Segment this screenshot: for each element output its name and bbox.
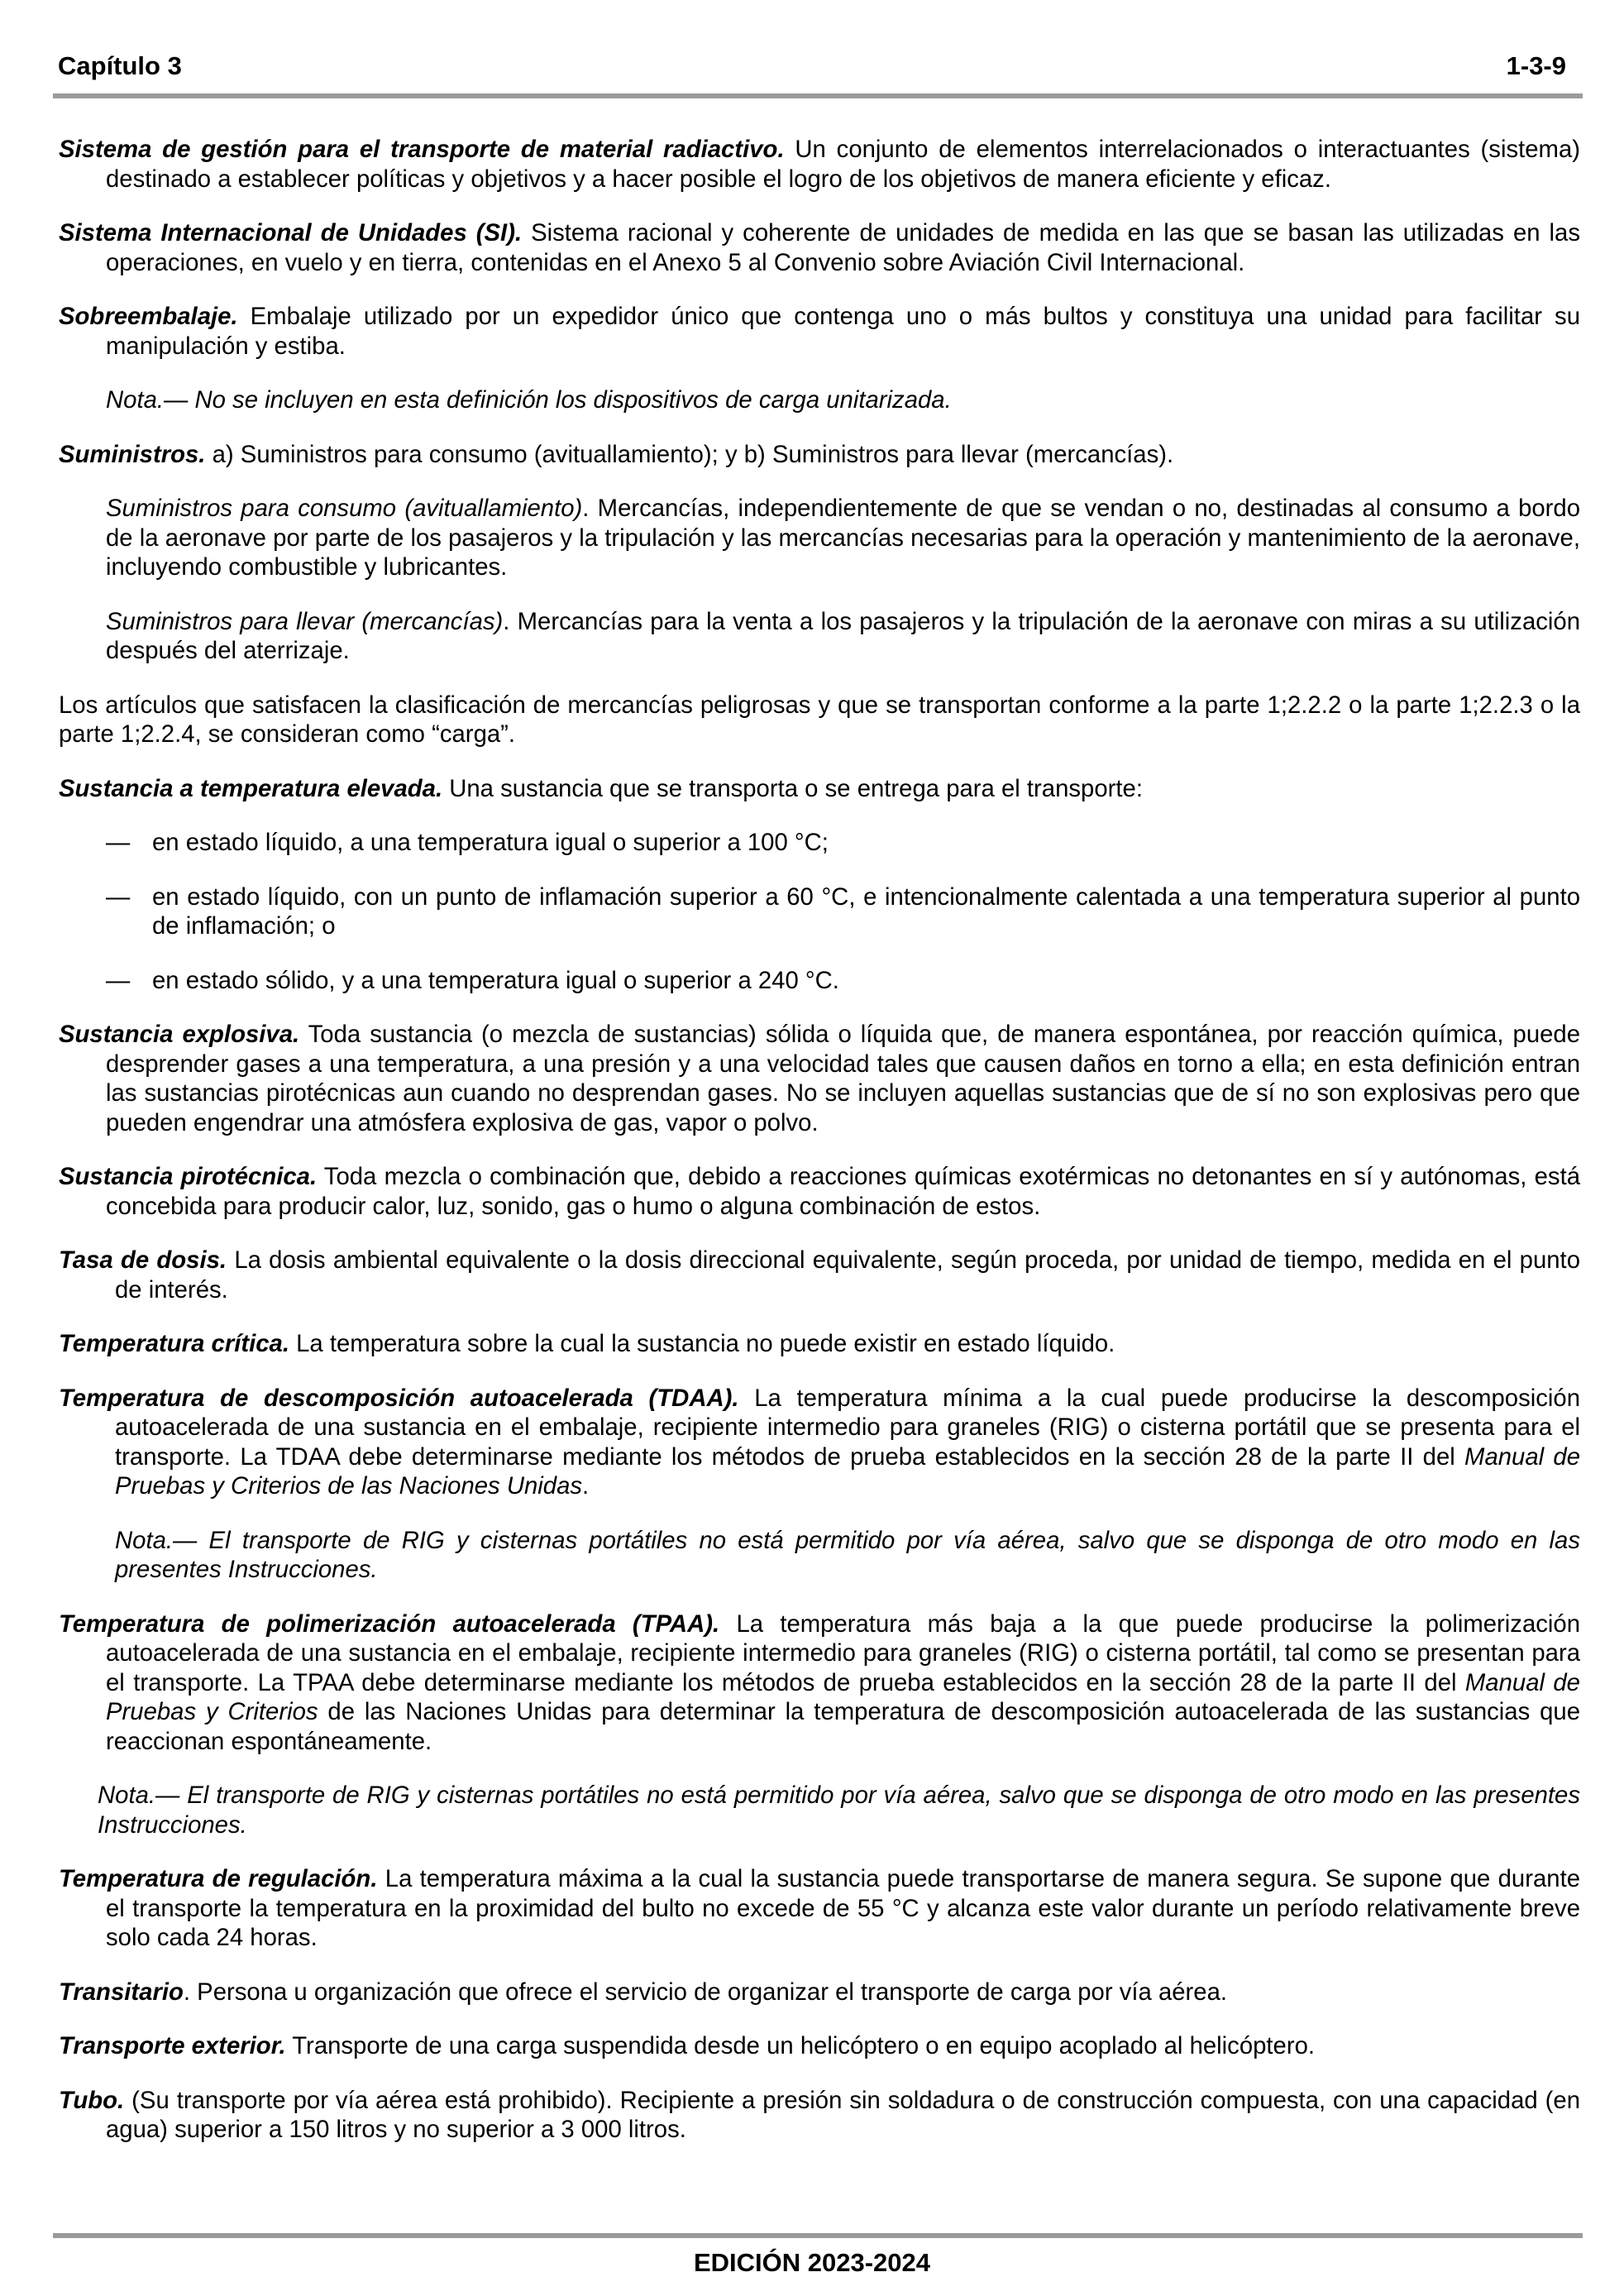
list-item-text: en estado sólido, y a una temperatura igual o superior a 240 °C. (152, 966, 839, 994)
entry-term: Transitario (59, 1978, 184, 2006)
entry-term: Suministros. (59, 440, 206, 468)
entry-text: La temperatura mínima a la cual puede producirse la descomposición autoacelerada de una sustancia en el embalaje, recipiente intermedio para graneles (RIG) o cisterna portátil que se presenta para el transporte. La TDAA debe determinarse mediante los métodos de prueba establecidos en la sección 28 de la parte II del (115, 1384, 1581, 1471)
entry-tpaa (59, 1610, 1580, 1757)
entry-suministros (59, 440, 1580, 470)
entry-term: Sobreembalaje. (59, 303, 238, 330)
manual-title: Manual de Pruebas y Criterios de las Naciones Unidas (115, 1442, 1580, 1500)
entry-transporte-exterior (59, 2031, 1580, 2061)
chapter-title: Capítulo 3 (58, 51, 182, 80)
entry-text: Toda sustancia (o mezcla de sustancias) sólida o líquida que, de manera espontánea, por reacción química, puede desprender gases a una temperatura, a una presión y a una velocidad tales que causen daños en torno a ella; en esta definición entran las sustancias pirotécnicas aun cuando no desprendan gases. No se incluyen aquellas sustancias que de sí no son explosivas pero que pueden engendrar una atmósfera explosiva de gas, vapor o polvo. (106, 1021, 1580, 1136)
entry-text: La dosis ambiental equivalente o la dosis direccional equivalente, según proceda, por unidad de tiempo, medida en el punto de interés. (115, 1246, 1580, 1303)
dash-bullet: — (106, 829, 131, 856)
sub-entry-term: Suministros para llevar (mercancías) (106, 607, 504, 635)
entry-term: Transporte exterior. (59, 2032, 286, 2059)
sub-entry-text: . Mercancías, independientemente de que se vendan o no, destinadas al consumo a bordo de la aeronave por parte de los pasajeros y la tripulación y las mercancías necesarias para la operación y mantenimiento de la aeronave, incluyendo combustible y lubricantes. (106, 495, 1580, 581)
note-tdaa (59, 1526, 1580, 1585)
note-text: El transporte de RIG y cisternas portátiles no está permitido por vía aérea, salvo que se disponga de otro modo en las presentes Instrucciones. (98, 1782, 1580, 1839)
page-number: 1-3-9 (1506, 51, 1566, 80)
entry-text: . Persona u organización que ofrece el servicio de organizar el transporte de carga por vía aérea. (183, 1978, 1228, 2006)
list-item-text: en estado líquido, a una temperatura igual o superior a 100 °C; (152, 829, 829, 856)
note-lead: Nota.— (106, 386, 189, 414)
paragraph-articulos-carga: Los artículos que satisfacen la clasificación de mercancías peligrosas y que se transportan conforme a la parte 1;2.2.2 o la parte 1;2.2.3 o la parte 1;2.2.4, se consideran como “carga”. (59, 691, 1580, 748)
note-lead: Nota.— (98, 1782, 180, 1809)
dash-bullet: — (106, 966, 131, 994)
entry-term: Sustancia a temperatura elevada. (59, 774, 443, 802)
entry-text: Embalaje utilizado por un expedidor único que contenga uno o más bultos y constituya una unidad para facilitar su manipulación y estiba. (106, 303, 1580, 360)
note-tpaa (59, 1781, 1580, 1839)
entry-tasa-de-dosis (59, 1246, 1580, 1304)
note-lead: Nota.— (115, 1526, 198, 1554)
note-sobreembalaje (59, 385, 1580, 415)
entry-sustancia-temperatura-elevada (59, 774, 1580, 804)
entry-sustancia-pirotecnica (59, 1162, 1580, 1221)
entry-term: Sistema Internacional de Unidades (SI). (59, 219, 523, 246)
entry-text: Toda mezcla o combinación que, debido a reacciones químicas exotérmicas no detonantes en sí y autónomas, está concebida para producir calor, luz, sonido, gas o humo o alguna combinación de estos. (106, 1163, 1580, 1220)
entry-term: Tasa de dosis. (59, 1246, 227, 1274)
dash-bullet: — (106, 883, 131, 911)
entry-temperatura-critica (59, 1329, 1580, 1359)
sub-entry-llevar (59, 607, 1580, 666)
entry-term: Tubo. (59, 2086, 125, 2114)
page-footer (0, 2248, 1624, 2278)
dash-list-item (59, 828, 1580, 858)
footer-rule (53, 2233, 1583, 2238)
dash-list-item (59, 966, 1580, 996)
entry-text: a) Suministros para consumo (avituallamiento); y b) Suministros para llevar (mercancías). (205, 440, 1174, 468)
entry-text: La temperatura máxima a la cual la sustancia puede transportarse de manera segura. Se supone que durante el transporte la temperatura en la proximidad del bulto no excede de 55 °C y alcanza este valor durante un período relativamente breve solo cada 24 horas. (106, 1865, 1580, 1951)
entry-tdaa (59, 1384, 1580, 1501)
entry-sistema-internacional (59, 218, 1580, 277)
entry-sustancia-explosiva (59, 1020, 1580, 1137)
entry-term: Temperatura de descomposición autoacelerada (TDAA). (59, 1384, 739, 1412)
entry-transitario (59, 1978, 1580, 2007)
entry-text: (Su transporte por vía aérea está prohibido). Recipiente a presión sin soldadura o de construcción compuesta, con una capacidad (en agua) superior a 150 litros y no superior a 3 000 litros. (106, 2086, 1580, 2143)
entry-text: La temperatura más baja a la que puede producirse la polimerización autoacelerada de una sustancia en el embalaje, recipiente intermedio para graneles (RIG) o cisterna portátil, tal como se presentan para el transporte. La TPAA debe determinarse mediante los métodos de prueba establecidos en la sección 28 de la parte II del (106, 1610, 1580, 1696)
entry-sistema-gestion (59, 135, 1580, 194)
entry-term: Sistema de gestión para el transporte de material radiactivo. (59, 136, 785, 163)
entry-term: Temperatura de polimerización autoacelerada (TPAA). (59, 1610, 720, 1638)
manual-title: Manual de Pruebas y Criterios (106, 1668, 1580, 1725)
entry-term: Temperatura de regulación. (59, 1865, 378, 1892)
entry-text: Sistema racional y coherente de unidades de medida en las que se basan las utilizadas en las operaciones, en vuelo y en tierra, contenidas en el Anexo 5 al Convenio sobre Aviación Civil Internacional. (106, 219, 1580, 276)
document-body (59, 135, 1580, 2169)
entry-term: Sustancia explosiva. (59, 1021, 300, 1048)
edition-label: EDICIÓN 2023-2024 (693, 2248, 931, 2277)
entry-term: Temperatura crítica. (59, 1330, 289, 1357)
entry-tubo (59, 2086, 1580, 2145)
page-header (58, 50, 1566, 83)
entry-text-end: de las Naciones Unidas para determinar la temperatura de descomposición autoacelerada de las sustancias que reaccionan espontáneamente. (106, 1698, 1580, 1755)
sub-entry-term: Suministros para consumo (avituallamiento) (106, 495, 583, 522)
sub-entry-consumo (59, 494, 1580, 582)
entry-term: Sustancia pirotécnica. (59, 1163, 318, 1190)
sub-entry-text: . Mercancías para la venta a los pasajeros y la tripulación de la aeronave con miras a su utilización después del aterrizaje. (106, 607, 1580, 664)
entry-text: Una sustancia que se transporta o se entrega para el transporte: (442, 774, 1143, 802)
entry-sobreembalaje (59, 302, 1580, 361)
note-text: No se incluyen en esta definición los dispositivos de carga unitarizada. (188, 386, 952, 414)
entry-text-end: . (582, 1472, 590, 1500)
entry-text: Transporte de una carga suspendida desde un helicóptero o en equipo acoplado al helicóptero. (285, 2032, 1316, 2059)
list-item-text: en estado líquido, con un punto de inflamación superior a 60 °C, e intencionalmente calentada a una temperatura superior al punto de inflamación; o (152, 883, 1580, 940)
dash-list-item (59, 883, 1580, 941)
entry-text: Un conjunto de elementos interrelacionados o interactuantes (sistema) destinado a establecer políticas y objetivos y a hacer posible el logro de los objetivos de manera eficiente y eficaz. (106, 136, 1580, 193)
entry-temperatura-regulacion (59, 1864, 1580, 1953)
header-rule (53, 93, 1583, 98)
entry-text: La temperatura sobre la cual la sustancia no puede existir en estado líquido. (289, 1330, 1115, 1357)
note-text: El transporte de RIG y cisternas portátiles no está permitido por vía aérea, salvo que se disponga de otro modo en las presentes Instrucciones. (115, 1526, 1580, 1583)
